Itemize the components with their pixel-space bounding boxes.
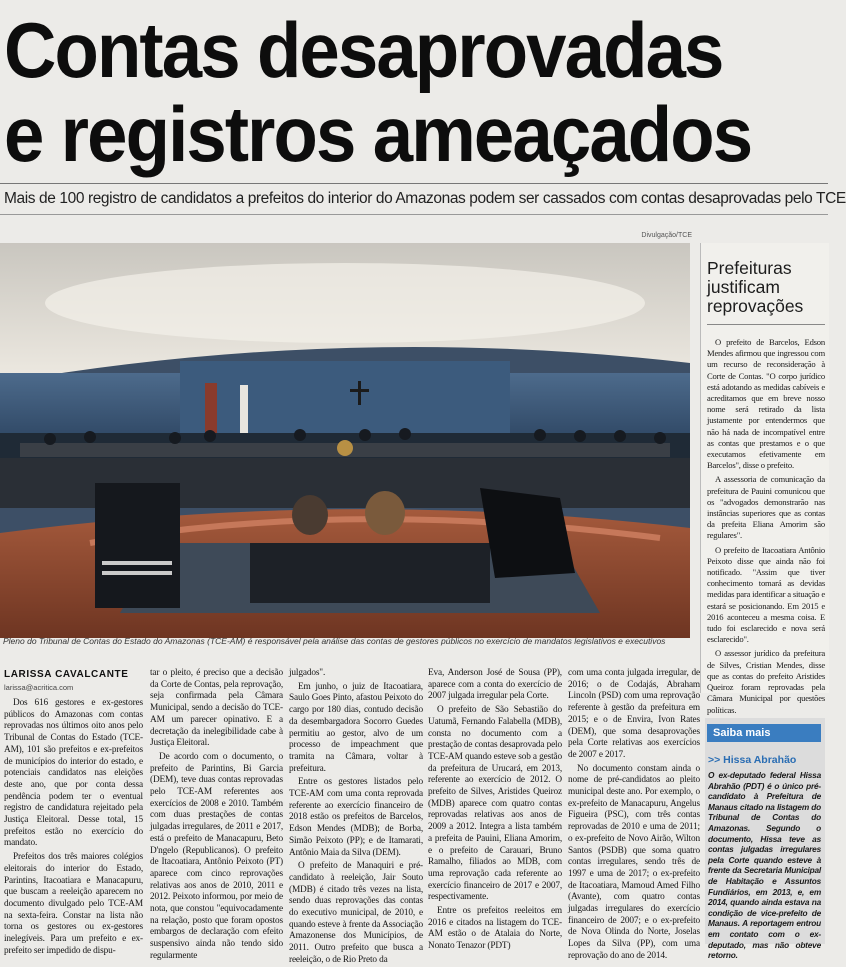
article-paragraph: com uma conta julgada irregular, de 2016; o de Codajás, Abraham Lincoln (PSD) com uma reprovação referente à gestão da prefeitura em 2015; e o de Envira, Ivon Rates (DEM), que soma desaprovações pela Corte relativas aos exercícios de 2007 e 2017.: [568, 668, 700, 760]
byline: LARISSA CAVALCANTE: [4, 669, 129, 680]
sidebar-paragraph: O assessor jurídico da prefeitura de Silves, Cristian Mendes, disse que as contas do prefeito Aristides Queiroz foram reprovadas pela Câmara Municipal por questões políticas.: [707, 648, 825, 715]
article-paragraph: Dos 616 gestores e ex-gestores públicos do Amazonas com contas reprovadas nos últimos oito anos pelo Tribunal de Contas do Estado (TCE-AM), 101 são prefeitos e ex-prefeitos de municípios do interior do estado, e potenciais candidatos nas eleições deste ano, que por conta dessa pendência podem ter o eventual registro de candidatura rejeitado pela Justiça Eleitoral. Desse total, 15 prefeitos estão no exercício do mandato.: [4, 698, 143, 849]
article-paragraph: No documento constam ainda o nome de pré-candidatos ao pleito municipal deste ano. Por exemplo, o ex-prefeito de Manacapuru, Angelus Figueira (PSC), com três contas reprovadas de 2010 e uma de 2011; o ex-prefeito de Novo Airão, Wilton Santos (PSDB) que soma quatro contas irregulares, sendo três de 1997 e uma de 2017; o ex-prefeito de Itacoatiara, Mamoud Amed Filho (Avante), com quatro contas julgadas irregulares do exercício financeiro de 2007; e o ex-prefeito de Nova Olinda do Norte, Joselas Lopes da Silva (PP), com uma reprovação do ano de 2014.: [568, 763, 700, 961]
saiba-mais-header: Saiba mais: [707, 724, 821, 742]
article-paragraph: Em junho, o juiz de Itacoatiara, Saulo Goes Pinto, afastou Peixoto do cargo por 180 dias, contudo decisão da desembargadora Socorro Guedes permitiu ao gestor, alvo de um processo de impeachment que tramita na Câmara, voltar à prefeitura.: [289, 681, 423, 774]
article-column-3: [289, 668, 423, 965]
photo-tribunal-plenary: [0, 243, 690, 638]
article-paragraph: Prefeitos dos três maiores colégios eleitorais do interior do Estado, Parintins, Itacoatiara e Manacapuru, que buscam a reeleição aparecem no documento divulgado pelo TCE-AM na sexta-feira. Constar na lista não torna os gestores ou ex-gestores inelegíveis. Para um prefeito e ex-prefeito ser impedido de dispu-: [4, 852, 143, 956]
sidebar-title-line-3: reprovações: [707, 296, 804, 316]
article-column-5: [568, 668, 700, 961]
article-paragraph: julgados".: [289, 668, 326, 678]
headline-line-1: Contas desaprovadas: [4, 6, 723, 94]
article-paragraph: De acordo com o documento, o prefeito de Parintins, Bi Garcia (DEM), teve duas contas reprovadas pelo TCE-AM referentes aos exercícios de 2008 e 2010. Também com duas prestações de contas julgadas irregulares, de 2011 e 2017, está o prefeito de Manacapuru, Beto D'ngelo (Republicanos). O prefeito de Itacoatiara, Antônio Peixoto (PT) aparece com cinco reprovações relativas aos anos de 2010, 2011 e 2012. Peixoto informou, por meio de nota, que constou "equivocadamente na relação, posto que foram opostos embargos de declaração com efeito suspensivo ainda não tendo sido regularmente: [150, 751, 283, 961]
sidebar-title: [707, 259, 829, 316]
article-paragraph: tar o pleito, é preciso que a decisão da Corte de Contas, pela reprovação, seja confirmada pela Câmara Municipal, sendo a decisão do TCE-AM um parecer opinativo. E a decretação da inelegibilidade cabe à Justiça Eleitoral.: [150, 668, 283, 749]
sidebar-box: [700, 243, 829, 715]
sidebar-paragraph: A assessoria de comunicação da prefeitura de Pauini comunicou que os "advogados demonstrarão nas instâncias superiores que as contas da prefeita Eliana Amorim são regulares".: [707, 474, 825, 541]
headline-line-2: e registros ameaçados: [4, 90, 752, 178]
article-column-2: [150, 668, 283, 961]
saiba-mais-text: O ex-deputado federal Hissa Abrahão (PDT) é o único pré-candidato à Prefeitura de Manaus citado na listagem do Tribunal de Contas do Amazonas. Segundo o documento, Hissa teve as contas julgadas irregulares pela Corte quando esteve à frente da Secretaria Municipal de Habitação e Assuntos Fundiários, em 2013, e, em 2014, quando ainda estava na condição de vice-prefeito de Manaus. A reportagem entrou em contato com o ex-deputado, mas não obteve retorno.: [708, 770, 821, 961]
divider: [0, 214, 828, 215]
article-paragraph: Entre os prefeitos reeleitos em 2016 e citados na listagem do TCE-AM estão o de Atalaia do Norte, Nonato Tenazor (PDT): [428, 906, 562, 952]
sidebar-paragraph: O prefeito de Itacoatiara Antônio Peixoto disse que ainda não foi notificado. "Assim que tiver conhecimento tomará as devidas medidas para identificar a situação e estará se posicionando. Em 2015 e 2016 aconteceu a mesma coisa. E tudo foi esclarecido e nova será esclarecido".: [707, 544, 825, 645]
sidebar-title-line-2: justificam: [707, 277, 780, 297]
article-column-4: [428, 668, 562, 952]
photo-credit: Divulgação/TCE: [641, 232, 692, 239]
divider: [0, 183, 828, 184]
saiba-mais-subtitle: >> Hissa Abrahão: [708, 754, 797, 766]
photo-illustration: [0, 243, 690, 638]
sidebar-text: [707, 337, 825, 716]
article-paragraph: O prefeito de Manaquiri e pré-candidato à reeleição, Jair Souto (MDB) é citado três vezes na lista, sendo duas reprovações das contas do executivo municipal, de 2010, e quando esteve à frente da Associação Amazonense dos Municípios, de 2011. Outro prefeito que busca a reeleição, o de Rio Preto da: [289, 861, 423, 965]
article-column-1: [4, 698, 143, 956]
subheadline: Mais de 100 registro de candidatos a prefeitos do interior do Amazonas podem ser cassados com contas desaprovadas pelo TCE: [4, 190, 846, 207]
sidebar-title-line-1: Prefeituras: [707, 258, 792, 278]
article-paragraph: Entre os gestores listados pelo TCE-AM com uma conta reprovada referente ao exercício financeiro de 2018 estão os prefeitos de Barcelos, Edson Mendes (MDB); de Borba, Simão Peixoto (PP); e de Itamarati, Antônio Maia da Silva (DEM).: [289, 777, 423, 858]
headline: [4, 8, 768, 176]
author-email: larissa@acritica.com: [4, 683, 74, 692]
article-paragraph: O prefeito de São Sebastião do Uatumã, Fernando Falabella (MDB), consta no documento com a prestação de contas desaprovada pelo TCE-AM quando esteve sob a gestão da prefeitura de Urucará, em 2013, referente ao exercício de 2012. O prefeito de Silves, Aristides Queiroz (MDB) aparece com quatro contas reprovadas relativas aos anos de 2009 a 2012. Integra a lista também a prefeita de Pauini, Eliana Amorim, e o prefeito de Carauari, Bruno Ramalho, filiados ao MDB, com uma reprovação cada referente ao exercício financeiro de 2017 e 2007, respectivamente.: [428, 705, 562, 903]
sidebar-paragraph: O prefeito de Barcelos, Edson Mendes afirmou que ingressou com um recurso de reconsideração à Corte de Contas. "O corpo jurídico está adotando as medidas cabíveis e acreditamos que em breve nosso nome será retirado da lista justamente por entendermos que não há nada de incompatível entre as contas que prestamos e o que executamos efetivamente em Barcelos", disse o prefeito.: [707, 337, 825, 471]
saiba-mais-box: [705, 718, 825, 961]
article-paragraph: Eva, Anderson José de Sousa (PP), aparece com a conta do exercício de 2007 julgada irregular pela Corte.: [428, 668, 562, 702]
divider: [707, 324, 825, 325]
photo-caption: Pleno do Tribunal de Contas do Estado do Amazonas (TCE-AM) é responsável pela análise das contas de gestores públicos no exercício de mandatos legislativos e executivos: [3, 636, 666, 646]
